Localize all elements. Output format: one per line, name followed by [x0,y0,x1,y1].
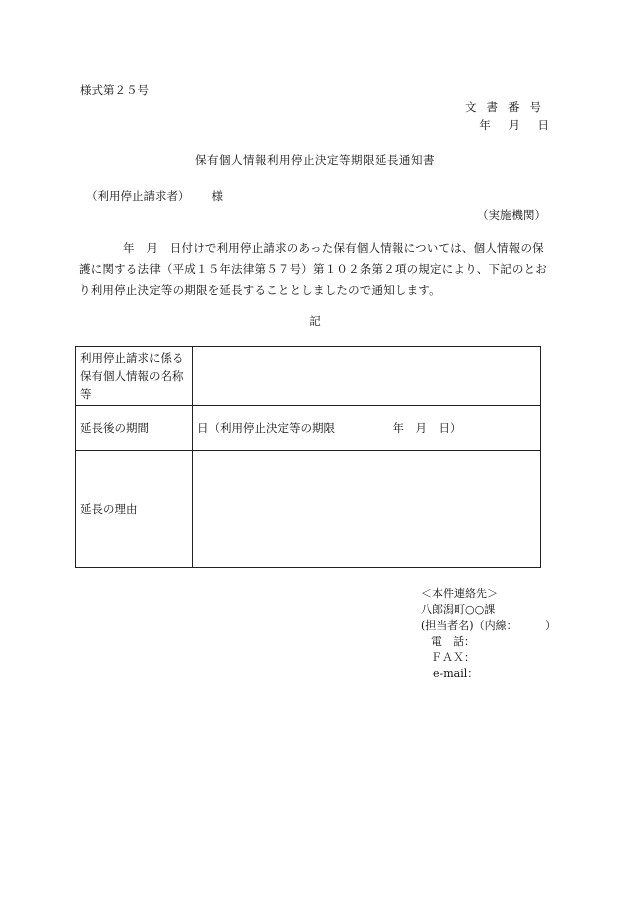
extension-reason-label: 延長の理由 [76,451,193,568]
contact-heading: ＜本件連絡先＞ [421,587,498,600]
contact-department: 八郎潟町○○課 [421,603,496,616]
form-number: 様式第２５号 [80,83,149,97]
recipient-honorific: 様 [211,189,223,203]
contact-phone: 電 話： [431,635,475,648]
agency-label: （実施機関） [477,208,546,222]
notice-body-text: 年 月 日付けで利用停止請求のあった保有個人情報については、個人情報の保護に関する法律（平成１５年法律第５７号）第１０２条第２項の規定により、下記のとおり利用停止決定等の期限を延長することとしましたので通知します。 [79,241,547,297]
table-row [76,451,541,568]
contact-fax: ＦＡＸ： [431,651,475,664]
contact-block [421,586,556,682]
info-name-value[interactable] [193,347,541,406]
table-row [76,347,541,406]
recipient [86,188,223,204]
ki-heading: 記 [309,314,321,328]
contact-email: e-mail： [433,667,479,680]
extended-period-value[interactable]: 日（利用停止決定等の期限 年 月 日） [193,406,541,451]
extended-period-label: 延長後の期間 [76,406,193,451]
extension-details-table [75,346,541,568]
info-name-label: 利用停止請求に係る保有個人情報の名称等 [76,347,193,406]
table-row [76,406,541,451]
extension-reason-value[interactable] [193,451,541,568]
document-number-label: 文書番号 [465,100,551,114]
document-date-label: 年 月 日 [479,118,549,132]
notice-body [79,238,553,301]
recipient-label: （利用停止請求者） [86,189,190,203]
contact-person: (担当者名)（内線： ） [421,619,557,632]
document-title: 保有個人情報利用停止決定等期限延長通知書 [195,153,435,167]
